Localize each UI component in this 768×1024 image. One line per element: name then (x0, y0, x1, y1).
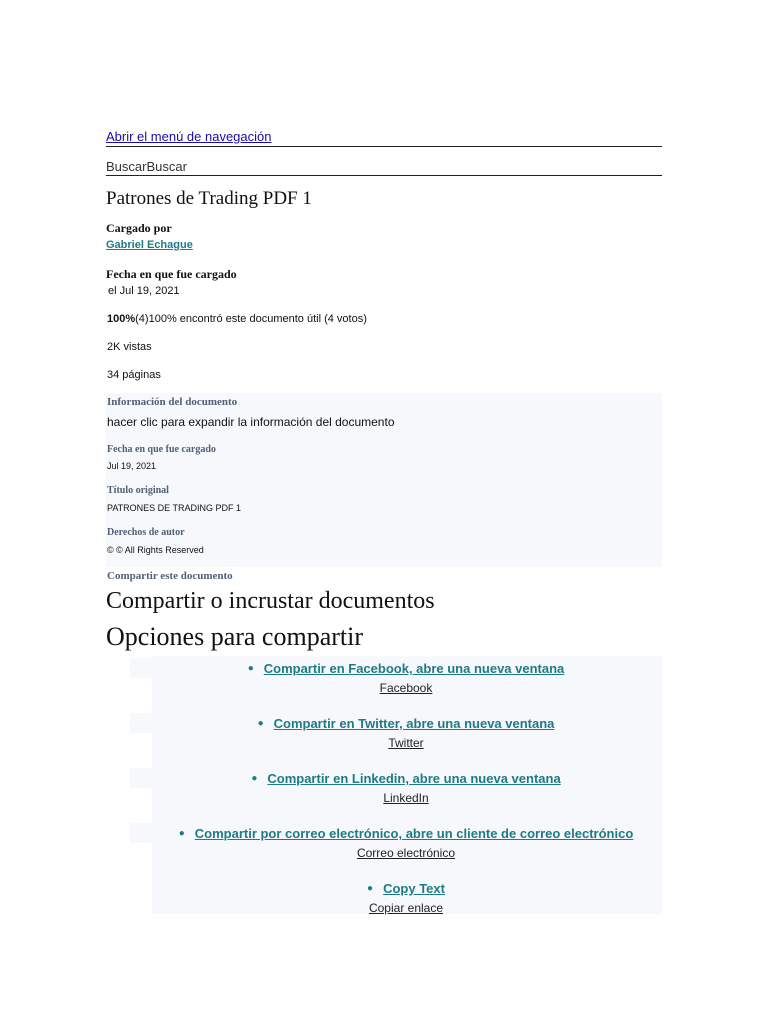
divider (106, 146, 662, 147)
page-count: 34 páginas (107, 369, 161, 381)
bullet-icon: ● (367, 883, 374, 894)
rating (107, 313, 367, 325)
views-count: 2K vistas (107, 341, 152, 353)
info-date-value: Jul 19, 2021 (107, 461, 157, 471)
facebook-label[interactable]: Facebook (379, 681, 433, 695)
expand-info-toggle[interactable]: hacer clic para expandir la información del documento (107, 415, 395, 429)
rating-percent: 100% (107, 313, 136, 325)
bullet-icon: ● (251, 773, 258, 784)
share-linkedin-item (106, 770, 706, 805)
share-document-heading: Compartir este documento (107, 570, 233, 582)
email-label[interactable]: Correo electrónico (356, 846, 456, 860)
bullet-icon: ● (247, 663, 254, 674)
original-title-value: PATRONES DE TRADING PDF 1 (107, 503, 242, 513)
share-twitter-link[interactable]: Compartir en Twitter, abre una nueva ventana (273, 716, 555, 731)
copy-text-item (106, 880, 706, 915)
copy-text-link[interactable]: Copy Text (383, 881, 445, 896)
document-title: Patrones de Trading PDF 1 (106, 188, 312, 209)
linkedin-label[interactable]: LinkedIn (383, 791, 429, 805)
share-twitter-item (106, 715, 706, 750)
uploaded-by-label: Cargado por (106, 221, 172, 235)
share-options-title: Opciones para compartir (106, 622, 364, 651)
twitter-label[interactable]: Twitter (388, 736, 424, 750)
copy-link-label[interactable]: Copiar enlace (368, 901, 444, 915)
open-navigation-menu-link[interactable]: Abrir el menú de navegación (106, 129, 272, 144)
document-info-heading: Información del documento (107, 396, 238, 408)
info-date-label: Fecha en que fue cargado (107, 444, 216, 455)
share-email-link[interactable]: Compartir por correo electrónico, abre un cliente de correo electrónico (194, 826, 634, 841)
share-facebook-item (106, 660, 706, 695)
copyright-value: © © All Rights Reserved (107, 545, 204, 555)
original-title-label: Título original (107, 485, 169, 496)
share-facebook-link[interactable]: Compartir en Facebook, abre una nueva ventana (263, 661, 565, 676)
copyright-label: Derechos de autor (107, 527, 185, 538)
rating-details: (4)100% encontró este documento útil (4 votos) (135, 313, 367, 325)
share-embed-title: Compartir o incrustar documentos (106, 588, 435, 614)
share-linkedin-link[interactable]: Compartir en Linkedin, abre una nueva ventana (267, 771, 561, 786)
upload-date-label: Fecha en que fue cargado (106, 267, 237, 281)
upload-date: el Jul 19, 2021 (108, 285, 180, 297)
divider (106, 175, 662, 176)
bullet-icon: ● (178, 828, 185, 839)
bullet-icon: ● (257, 718, 264, 729)
search-label[interactable]: BuscarBuscar (106, 159, 187, 174)
share-email-item (110, 825, 702, 860)
author-link[interactable]: Gabriel Echague (106, 239, 193, 251)
